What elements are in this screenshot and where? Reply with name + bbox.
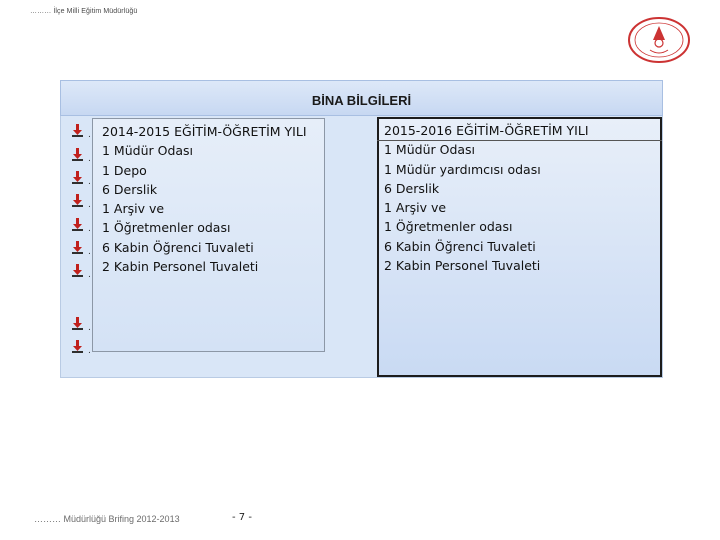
red-down-arrow-icon: . bbox=[70, 316, 92, 332]
title-bar bbox=[60, 80, 663, 116]
list-item: 1 Müdür Odası bbox=[384, 142, 476, 158]
list-item: 1 Arşiv ve bbox=[102, 201, 165, 217]
header-title: ……… İlçe Milli Eğitim Müdürlüğü bbox=[30, 8, 138, 15]
red-down-arrow-icon: . bbox=[70, 147, 92, 163]
red-down-arrow-icon: . bbox=[70, 193, 92, 209]
red-down-arrow-icon: . bbox=[70, 170, 92, 186]
meb-logo-icon bbox=[620, 10, 698, 66]
list-item: 2 Kabin Personel Tuvaleti bbox=[384, 258, 541, 274]
right-column bbox=[384, 121, 589, 275]
left-column bbox=[102, 122, 307, 276]
footer-text: ……… Müdürlüğü Brifing 2012-2013 bbox=[34, 514, 180, 524]
list-item: 1 Arşiv ve bbox=[384, 200, 447, 216]
list-item: 2 Kabin Personel Tuvaleti bbox=[102, 259, 259, 275]
red-down-arrow-icon: . bbox=[70, 339, 92, 355]
list-item: 6 Kabin Öğrenci Tuvaleti bbox=[384, 238, 536, 254]
list-item: 1 Müdür yardımcısı odası bbox=[384, 161, 541, 177]
page-number: - 7 - bbox=[232, 512, 252, 523]
list-item: 1 Müdür Odası bbox=[102, 143, 194, 159]
list-item: 6 Kabin Öğrenci Tuvaleti bbox=[102, 239, 254, 255]
right-column-heading: 2015-2016 EĞİTİM-ÖĞRETİM YILI bbox=[384, 123, 589, 138]
left-column-heading: 2014-2015 EĞİTİM-ÖĞRETİM YILI bbox=[102, 124, 307, 139]
list-item: 1 Öğretmenler odası bbox=[102, 220, 231, 236]
red-down-arrow-icon: . bbox=[70, 217, 92, 233]
page-title: BİNA BİLGİLERİ bbox=[311, 92, 412, 108]
red-down-arrow-icon: . bbox=[70, 240, 92, 256]
red-down-arrow-icon: . bbox=[70, 263, 92, 279]
list-item: 1 Öğretmenler odası bbox=[384, 219, 513, 235]
list-item: 6 Derslik bbox=[384, 180, 440, 196]
red-down-arrow-icon: . bbox=[70, 123, 92, 139]
list-item: 1 Depo bbox=[102, 162, 147, 178]
list-item: 6 Derslik bbox=[102, 181, 158, 197]
